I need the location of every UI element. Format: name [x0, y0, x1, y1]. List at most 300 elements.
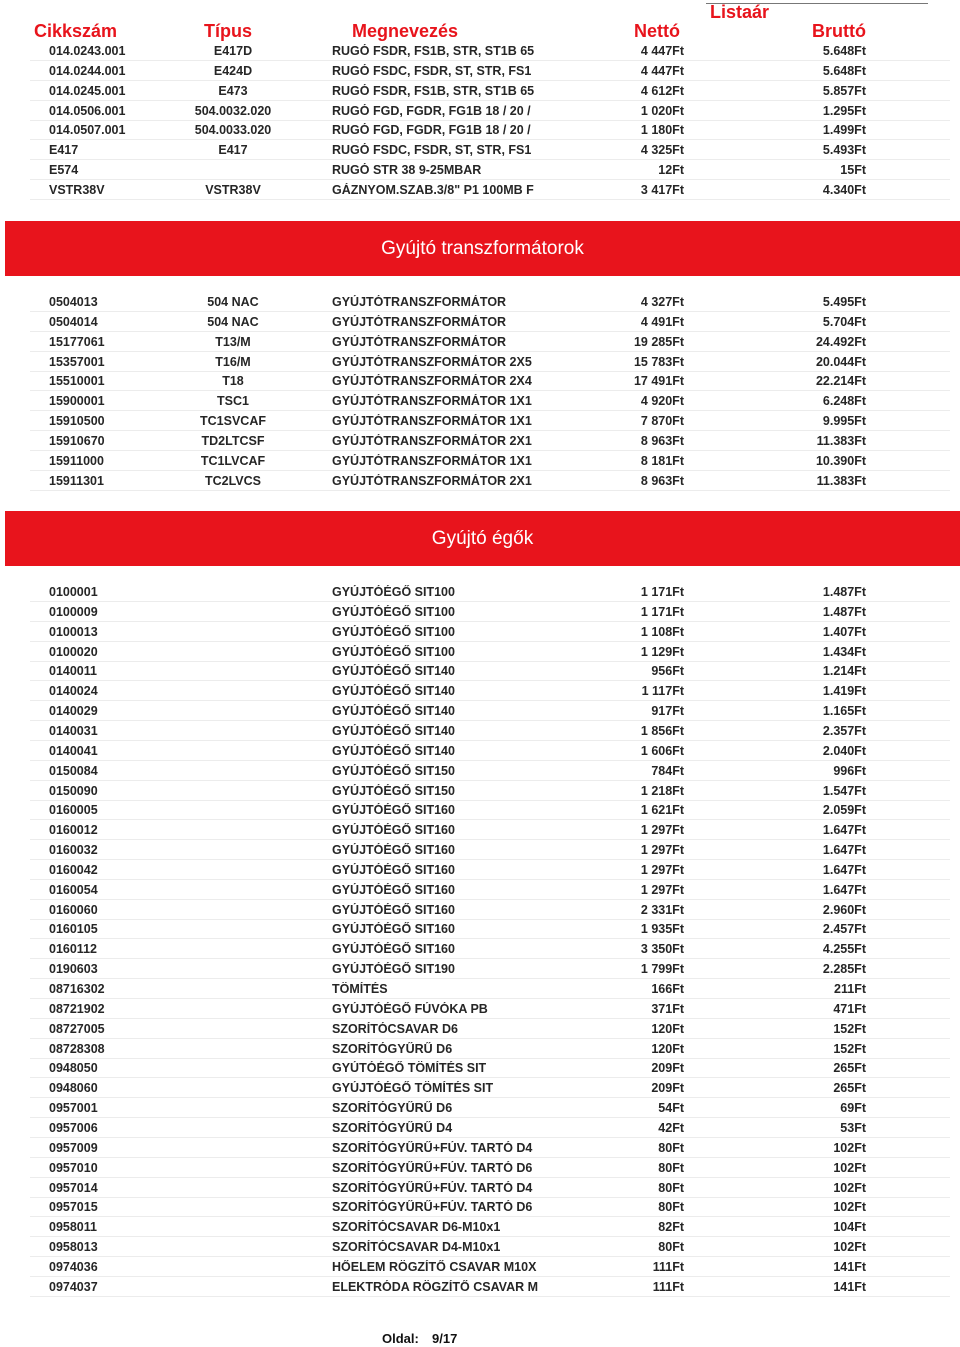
header-megnevezes: Megnevezés — [352, 21, 459, 41]
cell-netto: 8 963Ft — [640, 433, 684, 448]
cell-tipus: TC2LVCS — [204, 473, 262, 488]
cell-brutto: 1.487Ft — [822, 585, 866, 599]
cell-brutto: 5.495Ft — [822, 295, 866, 309]
cell-megnevezes: GYÚJTÓÉGŐ TÖMÍTÉS SIT — [332, 1081, 494, 1096]
cell-netto: 1 129Ft — [640, 644, 684, 659]
table-row — [0, 1257, 960, 1277]
table-row — [0, 642, 960, 662]
cell-cikkszam: 0957001 — [49, 1101, 98, 1116]
cell-cikkszam: 014.0243.001 — [49, 44, 126, 58]
cell-cikkszam: 15177061 — [49, 334, 105, 349]
cell-cikkszam: VSTR38V — [49, 182, 105, 197]
cell-cikkszam: 0140031 — [49, 723, 98, 738]
cell-brutto: 211Ft — [834, 982, 866, 996]
cell-netto: 4 491Ft — [640, 314, 684, 329]
table-row — [0, 101, 960, 121]
header-brutto: Bruttó — [812, 21, 866, 41]
cell-brutto: 1.407Ft — [822, 624, 866, 639]
cell-megnevezes: SZORÍTÓGYŰRŰ D4 — [332, 1120, 453, 1135]
cell-cikkszam: 014.0507.001 — [49, 123, 126, 138]
cell-brutto: 102Ft — [833, 1160, 866, 1175]
cell-cikkszam: 0957010 — [49, 1160, 98, 1175]
cell-netto: 4 327Ft — [640, 295, 684, 309]
cell-netto: 1 218Ft — [640, 783, 684, 798]
cell-brutto: 5.857Ft — [822, 83, 866, 98]
table-row — [0, 681, 960, 701]
cell-netto: 17 491Ft — [633, 374, 684, 389]
cell-cikkszam: 0160005 — [49, 803, 98, 818]
cell-tipus: E473 — [218, 83, 248, 98]
cell-netto: 8 181Ft — [640, 453, 684, 468]
table-row — [0, 1197, 960, 1217]
table-row — [0, 371, 960, 391]
cell-megnevezes: SZORÍTÓCSAVAR D4-M10x1 — [332, 1240, 501, 1255]
cell-netto: 1 856Ft — [640, 723, 684, 738]
cell-brutto: 4.340Ft — [822, 182, 866, 197]
cell-cikkszam: 15911301 — [49, 473, 104, 488]
cell-brutto: 141Ft — [833, 1279, 866, 1294]
header-cikkszam: Cikkszám — [34, 21, 118, 41]
cell-megnevezes: GYÚJTÓÉGŐ SIT160 — [332, 862, 455, 877]
cell-brutto: 265Ft — [833, 1081, 866, 1096]
cell-netto: 1 297Ft — [640, 843, 684, 858]
cell-brutto: 1.647Ft — [822, 843, 866, 858]
cell-netto: 1 297Ft — [640, 862, 684, 877]
cell-netto: 1 621Ft — [640, 803, 684, 818]
table-row — [0, 1118, 960, 1138]
cell-cikkszam: 0100013 — [49, 624, 98, 639]
table-row — [0, 1217, 960, 1237]
cell-tipus: T13/M — [215, 334, 251, 349]
cell-cikkszam: 0140024 — [49, 684, 98, 699]
cell-brutto: 1.499Ft — [822, 123, 866, 138]
table-row — [0, 820, 960, 840]
cell-cikkszam: 014.0506.001 — [49, 103, 126, 118]
cell-brutto: 5.648Ft — [822, 63, 866, 78]
cell-megnevezes: GYÚJTÓÉGŐ SIT100 — [332, 585, 455, 599]
table-row — [0, 840, 960, 860]
section-title: Gyújtó transzformátorok — [381, 237, 584, 259]
cell-brutto: 1.647Ft — [822, 882, 866, 897]
cell-brutto: 15Ft — [840, 163, 866, 178]
cell-cikkszam: 0957014 — [49, 1180, 98, 1195]
section-title-banner — [5, 511, 960, 566]
cell-brutto: 4.255Ft — [822, 942, 866, 957]
cell-brutto: 69Ft — [840, 1101, 866, 1116]
cell-netto: 1 108Ft — [640, 624, 684, 639]
cell-brutto: 102Ft — [833, 1240, 866, 1255]
cell-megnevezes: GYÚJTÓTRANSZFORMÁTOR 2X5 — [332, 354, 532, 369]
cell-netto: 1 799Ft — [640, 962, 684, 977]
cell-megnevezes: GYÚJTÓTRANSZFORMÁTOR 1X1 — [332, 414, 532, 429]
cell-netto: 80Ft — [658, 1180, 684, 1195]
cell-netto: 80Ft — [658, 1140, 684, 1155]
table-row — [0, 1098, 960, 1118]
section-title-banner — [5, 221, 960, 276]
cell-cikkszam: 0958013 — [49, 1240, 98, 1255]
cell-netto: 15 783Ft — [633, 354, 684, 369]
cell-cikkszam: 15910670 — [49, 433, 105, 448]
table-row — [0, 701, 960, 721]
table-row — [0, 120, 960, 140]
cell-tipus: TSC1 — [217, 394, 249, 409]
cell-megnevezes: SZORÍTÓCSAVAR D6 — [332, 1021, 458, 1036]
cell-cikkszam: 0140011 — [49, 664, 97, 679]
cell-brutto: 104Ft — [833, 1220, 866, 1235]
table-row — [0, 622, 960, 642]
table-row — [0, 1277, 960, 1297]
cell-netto: 1 606Ft — [640, 743, 684, 758]
table-row — [0, 160, 960, 180]
cell-brutto: 20.044Ft — [815, 354, 866, 369]
table-row — [0, 661, 960, 681]
cell-megnevezes: RUGÓ STR 38 9-25MBAR — [332, 163, 482, 178]
cell-megnevezes: SZORÍTÓGYŰRŰ+FÚV. TARTÓ D4 — [332, 1180, 533, 1195]
cell-megnevezes: GYÚJTÓTRANSZFORMÁTOR — [332, 295, 507, 309]
table-row — [0, 411, 960, 431]
cell-netto: 1 935Ft — [640, 922, 684, 937]
cell-cikkszam: 0100001 — [49, 585, 98, 599]
cell-cikkszam: 0504014 — [49, 314, 98, 329]
cell-cikkszam: 08716302 — [49, 982, 105, 996]
cell-cikkszam: 014.0245.001 — [49, 83, 126, 98]
cell-cikkszam: E417 — [49, 143, 79, 158]
table-row — [0, 431, 960, 451]
table-row — [0, 1178, 960, 1198]
cell-brutto: 2.457Ft — [822, 922, 866, 937]
cell-netto: 111Ft — [652, 1259, 684, 1274]
cell-tipus: E417 — [218, 143, 248, 158]
cell-cikkszam: 0160112 — [49, 942, 97, 957]
cell-tipus: E417D — [213, 44, 253, 58]
table-row — [0, 391, 960, 411]
cell-cikkszam: 0504013 — [49, 295, 98, 309]
cell-netto: 54Ft — [658, 1101, 684, 1116]
table-row — [0, 979, 960, 999]
cell-megnevezes: GYÚJTÓTRANSZFORMÁTOR 2X4 — [332, 374, 532, 389]
cell-megnevezes: SZORÍTÓGYŰRŰ+FÚV. TARTÓ D6 — [332, 1160, 533, 1175]
cell-brutto: 5.648Ft — [822, 44, 866, 58]
cell-netto: 784Ft — [651, 763, 684, 778]
header-divider — [706, 3, 928, 4]
cell-cikkszam: 0140029 — [49, 704, 98, 719]
cell-brutto: 5.704Ft — [822, 314, 866, 329]
cell-netto: 209Ft — [651, 1061, 684, 1076]
cell-brutto: 1.547Ft — [822, 783, 866, 798]
cell-netto: 2 331Ft — [640, 902, 684, 917]
cell-cikkszam: 0958011 — [49, 1220, 97, 1235]
cell-cikkszam: 0948050 — [49, 1061, 98, 1076]
cell-netto: 1 297Ft — [640, 882, 684, 897]
cell-megnevezes: GYÚJTÓÉGŐ SIT100 — [332, 644, 455, 659]
cell-netto: 7 870Ft — [640, 414, 684, 429]
cell-cikkszam: 0974037 — [49, 1279, 98, 1294]
cell-cikkszam: 0150084 — [49, 763, 98, 778]
cell-megnevezes: GYÚJTÓÉGŐ SIT150 — [332, 783, 455, 798]
cell-brutto: 102Ft — [833, 1180, 866, 1195]
cell-cikkszam: 15900001 — [49, 394, 105, 409]
cell-megnevezes: GYÚJTÓÉGŐ SIT100 — [332, 604, 455, 619]
cell-netto: 1 180Ft — [640, 123, 684, 138]
cell-megnevezes: GYÚJTÓÉGŐ SIT140 — [332, 704, 455, 719]
cell-netto: 42Ft — [658, 1120, 684, 1135]
cell-cikkszam: 0150090 — [49, 783, 98, 798]
cell-netto: 917Ft — [651, 704, 684, 719]
table-row — [0, 939, 960, 959]
cell-megnevezes: GYÚJTÓÉGŐ SIT140 — [332, 743, 455, 758]
page-label: Oldal: — [382, 1331, 419, 1346]
cell-megnevezes: GYÚJTÓTRANSZFORMÁTOR 1X1 — [332, 394, 532, 409]
cell-netto: 120Ft — [651, 1041, 684, 1056]
table-row — [0, 900, 960, 920]
cell-cikkszam: 08728308 — [49, 1041, 105, 1056]
table-row — [0, 959, 960, 979]
cell-cikkszam: 0140041 — [49, 743, 98, 758]
table-row — [0, 1039, 960, 1059]
cell-cikkszam: 08721902 — [49, 1001, 105, 1016]
cell-megnevezes: GYÚJTÓÉGŐ SIT150 — [332, 763, 455, 778]
cell-netto: 80Ft — [658, 1200, 684, 1215]
cell-tipus: TD2LTCSF — [201, 433, 265, 448]
cell-tipus: 504.0032.020 — [194, 103, 272, 118]
cell-brutto: 1.295Ft — [822, 103, 866, 118]
table-row — [0, 800, 960, 820]
cell-megnevezes: GYÚJTÓTRANSZFORMÁTOR 2X1 — [332, 433, 532, 448]
cell-netto: 1 297Ft — [640, 823, 684, 838]
table-row — [0, 741, 960, 761]
cell-megnevezes: GYÚJTÓÉGŐ SIT100 — [332, 624, 455, 639]
cell-netto: 371Ft — [651, 1001, 684, 1016]
cell-brutto: 24.492Ft — [815, 334, 866, 349]
cell-brutto: 471Ft — [833, 1001, 866, 1016]
header-netto: Nettó — [634, 21, 680, 41]
table-row — [0, 860, 960, 880]
cell-netto: 4 920Ft — [640, 394, 684, 409]
cell-netto: 8 963Ft — [640, 473, 684, 488]
table-row — [0, 332, 960, 352]
cell-brutto: 1.419Ft — [822, 684, 866, 699]
cell-brutto: 10.390Ft — [815, 453, 866, 468]
cell-megnevezes: TÖMÍTÉS — [332, 982, 388, 996]
cell-cikkszam: 0160060 — [49, 902, 98, 917]
cell-cikkszam: 0957006 — [49, 1120, 98, 1135]
cell-brutto: 9.995Ft — [822, 414, 866, 429]
cell-megnevezes: RUGÓ FSDR, FS1B, STR, ST1B 65 — [332, 44, 535, 58]
cell-netto: 4 612Ft — [640, 83, 684, 98]
cell-cikkszam: 0160012 — [49, 823, 98, 838]
cell-tipus: T18 — [222, 374, 244, 389]
cell-megnevezes: GYÚJTÓÉGŐ SIT140 — [332, 684, 455, 699]
cell-netto: 1 020Ft — [640, 103, 684, 118]
cell-megnevezes: SZORÍTÓGYŰRŰ D6 — [332, 1041, 453, 1056]
cell-megnevezes: SZORÍTÓCSAVAR D6-M10x1 — [332, 1220, 501, 1235]
cell-netto: 80Ft — [658, 1240, 684, 1255]
cell-brutto: 1.647Ft — [822, 823, 866, 838]
cell-cikkszam: 0974036 — [49, 1259, 98, 1274]
table-row — [0, 180, 960, 200]
table-row — [0, 1019, 960, 1039]
cell-megnevezes: GYÚJTÓÉGŐ FÚVÓKA PB — [332, 1001, 488, 1016]
cell-cikkszam: 0160042 — [49, 862, 98, 877]
cell-brutto: 1.214Ft — [822, 664, 866, 679]
table-row — [0, 41, 960, 61]
cell-brutto: 1.487Ft — [822, 604, 866, 619]
cell-cikkszam: 0948060 — [49, 1081, 98, 1096]
cell-tipus: VSTR38V — [205, 182, 261, 197]
cell-netto: 1 171Ft — [640, 604, 684, 619]
cell-netto: 1 117Ft — [641, 684, 684, 699]
cell-netto: 120Ft — [651, 1021, 684, 1036]
cell-brutto: 141Ft — [833, 1259, 866, 1274]
cell-cikkszam: 15357001 — [49, 354, 105, 369]
cell-cikkszam: 15510001 — [49, 374, 105, 389]
cell-megnevezes: GYÚJTÓTRANSZFORMÁTOR 2X1 — [332, 473, 532, 488]
cell-netto: 166Ft — [651, 982, 684, 996]
cell-cikkszam: 15910500 — [49, 414, 105, 429]
table-row — [0, 761, 960, 781]
cell-megnevezes: GYÚJTÓÉGŐ SIT160 — [332, 882, 455, 897]
table-row — [0, 61, 960, 81]
cell-cikkszam: 0957015 — [49, 1200, 98, 1215]
cell-megnevezes: RUGÓ FGD, FGDR, FG1B 18 / 20 / — [332, 123, 531, 138]
table-row — [0, 81, 960, 101]
cell-megnevezes: GYÚJTÓÉGŐ SIT160 — [332, 803, 455, 818]
cell-megnevezes: SZORÍTÓGYŰRŰ D6 — [332, 1101, 453, 1116]
cell-netto: 4 325Ft — [640, 143, 684, 158]
cell-brutto: 102Ft — [833, 1200, 866, 1215]
cell-cikkszam: 0160032 — [49, 843, 98, 858]
cell-cikkszam: 08727005 — [49, 1021, 105, 1036]
cell-cikkszam: 0957009 — [49, 1140, 98, 1155]
cell-megnevezes: GYÚJTÓTRANSZFORMÁTOR — [332, 314, 507, 329]
page-number: 9/17 — [432, 1331, 458, 1346]
cell-megnevezes: GYÚJTÓÉGŐ SIT160 — [332, 942, 455, 957]
table-row — [0, 1138, 960, 1158]
cell-tipus: 504 NAC — [207, 314, 259, 329]
table-row — [0, 471, 960, 491]
cell-brutto: 102Ft — [833, 1140, 866, 1155]
cell-tipus: E424D — [213, 63, 253, 78]
cell-megnevezes: GYÚJTÓÉGŐ SIT190 — [332, 962, 455, 977]
cell-megnevezes: RUGÓ FSDC, FSDR, ST, STR, FS1 — [332, 143, 532, 158]
cell-tipus: T16/M — [215, 354, 251, 369]
cell-megnevezes: RUGÓ FGD, FGDR, FG1B 18 / 20 / — [332, 103, 531, 118]
cell-netto: 209Ft — [651, 1081, 684, 1096]
table-row — [0, 999, 960, 1019]
table-row — [0, 880, 960, 900]
cell-netto: 111Ft — [652, 1279, 684, 1294]
cell-megnevezes: GYÚJTÓTRANSZFORMÁTOR 1X1 — [332, 453, 532, 468]
cell-megnevezes: GYÚJTÓÉGŐ SIT160 — [332, 823, 455, 838]
cell-brutto: 2.040Ft — [822, 743, 866, 758]
cell-megnevezes: SZORÍTÓGYŰRŰ+FÚV. TARTÓ D6 — [332, 1200, 533, 1215]
cell-tipus: TC1LVCAF — [200, 453, 266, 468]
cell-megnevezes: SZORÍTÓGYŰRŰ+FÚV. TARTÓ D4 — [332, 1140, 533, 1155]
cell-brutto: 2.357Ft — [822, 723, 866, 738]
cell-tipus: 504 NAC — [207, 295, 259, 309]
cell-cikkszam: 0160105 — [49, 922, 98, 937]
cell-cikkszam: 0160054 — [49, 882, 98, 897]
table-row — [0, 781, 960, 801]
cell-netto: 82Ft — [658, 1220, 684, 1235]
cell-megnevezes: GYÚJTÓÉGŐ SIT160 — [332, 843, 455, 858]
cell-tipus: 504.0033.020 — [194, 123, 272, 138]
cell-megnevezes: RUGÓ FSDC, FSDR, ST, STR, FS1 — [332, 63, 532, 78]
table-row — [0, 1237, 960, 1257]
cell-tipus: TC1SVCAF — [200, 414, 266, 429]
cell-netto: 80Ft — [658, 1160, 684, 1175]
table-row — [0, 582, 960, 602]
cell-netto: 3 350Ft — [640, 942, 684, 957]
cell-brutto: 1.165Ft — [822, 704, 866, 719]
header-listaar: Listaár — [710, 2, 770, 22]
cell-brutto: 5.493Ft — [822, 143, 866, 158]
cell-brutto: 152Ft — [833, 1041, 866, 1056]
table-row — [0, 919, 960, 939]
cell-brutto: 11.383Ft — [816, 473, 866, 488]
cell-brutto: 53Ft — [840, 1120, 866, 1135]
cell-megnevezes: GYÚJTÓÉGŐ SIT160 — [332, 922, 455, 937]
section-title: Gyújtó égők — [431, 527, 534, 549]
cell-cikkszam: 0100020 — [49, 644, 98, 659]
cell-brutto: 152Ft — [833, 1021, 866, 1036]
cell-cikkszam: 15911000 — [49, 453, 104, 468]
cell-megnevezes: GYÚJTÓTRANSZFORMÁTOR — [332, 334, 507, 349]
cell-brutto: 996Ft — [833, 763, 866, 778]
cell-megnevezes: GYÚTÓÉGŐ TÖMÍTÉS SIT — [332, 1061, 487, 1076]
cell-cikkszam: E574 — [49, 163, 79, 178]
table-row — [0, 1158, 960, 1178]
cell-brutto: 2.285Ft — [822, 962, 866, 977]
cell-brutto: 11.383Ft — [816, 433, 866, 448]
table-row — [0, 721, 960, 741]
cell-megnevezes: GYÚJTÓÉGŐ SIT140 — [332, 664, 455, 679]
cell-cikkszam: 014.0244.001 — [49, 63, 126, 78]
table-row — [0, 352, 960, 372]
table-row — [0, 292, 960, 312]
cell-netto: 4 447Ft — [640, 44, 684, 58]
cell-netto: 1 171Ft — [640, 585, 684, 599]
cell-netto: 3 417Ft — [640, 182, 684, 197]
table-row — [0, 312, 960, 332]
table-header — [0, 0, 960, 44]
table-row — [0, 1078, 960, 1098]
cell-megnevezes: HŐELEM RÖGZÍTŐ CSAVAR M10X — [332, 1259, 537, 1274]
cell-cikkszam: 0190603 — [49, 962, 98, 977]
header-tipus: Típus — [204, 21, 252, 41]
cell-netto: 12Ft — [658, 163, 684, 178]
cell-netto: 956Ft — [651, 664, 684, 679]
cell-brutto: 265Ft — [833, 1061, 866, 1076]
cell-cikkszam: 0100009 — [49, 604, 98, 619]
cell-brutto: 6.248Ft — [822, 394, 866, 409]
table-row — [0, 602, 960, 622]
cell-megnevezes: GÁZNYOM.SZAB.3/8" P1 100MB F — [332, 182, 534, 197]
cell-brutto: 22.214Ft — [815, 374, 866, 389]
cell-netto: 19 285Ft — [633, 334, 684, 349]
cell-megnevezes: GYÚJTÓÉGŐ SIT140 — [332, 723, 455, 738]
table-row — [0, 1058, 960, 1078]
table-row — [0, 451, 960, 471]
cell-brutto: 1.647Ft — [822, 862, 866, 877]
cell-brutto: 2.960Ft — [822, 902, 866, 917]
cell-brutto: 1.434Ft — [822, 644, 866, 659]
cell-megnevezes: RUGÓ FSDR, FS1B, STR, ST1B 65 — [332, 83, 535, 98]
cell-netto: 4 447Ft — [640, 63, 684, 78]
table-row — [0, 140, 960, 160]
cell-brutto: 2.059Ft — [822, 803, 866, 818]
cell-megnevezes: GYÚJTÓÉGŐ SIT160 — [332, 902, 455, 917]
